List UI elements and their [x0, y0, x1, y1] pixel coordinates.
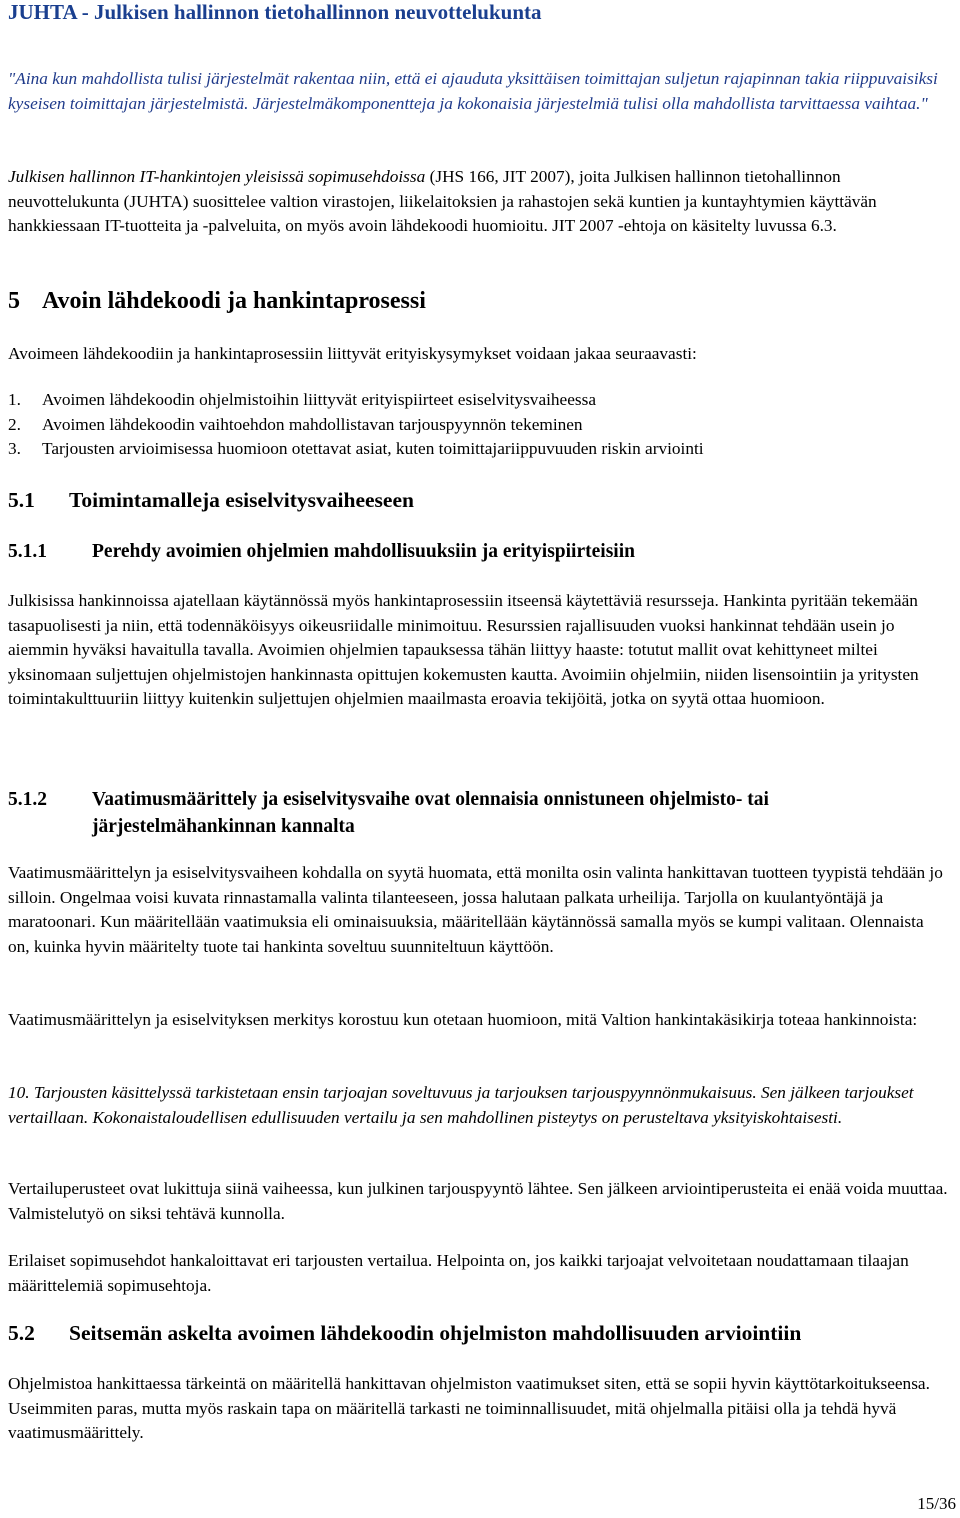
section-5-1-2-body-3: Vertailuperusteet ovat lukittuja siinä vaiheessa, kun julkinen tarjouspyyntö lähtee. Sen jälkeen arviointiperusteita ei enää voida muuttaa. Valmistelutyö on siksi tehtävä kunnolla. — [8, 1179, 948, 1223]
section-5-1-2-heading: 5.1.2 Vaatimusmäärittely ja esiselvitysvaihe ovat olennaisia onnistuneen ohjelmisto- tai järjestelmähankinnan kannalta — [8, 789, 769, 837]
section-5-2-body: Ohjelmistoa hankittaessa tärkeintä on määritellä hankittavan ohjelmiston vaatimukset siten, että se sopii hyvin käyttötarkoitukseensa. Useimmiten paras, mutta myös raskain tapa on määritellä tarkasti ne toiminnallisuudet, mitä ohjelmalla pitäisi olla ja tehdä hyvä vaatimusmäärittely. — [8, 1374, 930, 1442]
list-item: 2. Avoimen lähdekoodin vaihtoehdon mahdollistavan tarjouspyynnön tekeminen — [8, 414, 583, 434]
section-5-2-heading: 5.2 Seitsemän askelta avoimen lähdekoodin ohjelmiston mahdollisuuden arviointiin — [8, 1321, 802, 1345]
section-5-heading: 5 Avoin lähdekoodi ja hankintaprosessi — [8, 288, 426, 314]
intro-quote: "Aina kun mahdollista tulisi järjestelmät rakentaa niin, että ei ajauduta yksittäisen toimittajan suljetun rajapinnan takia riippuvaisiksi kyseisen toimittajan järjestelmistä. Järjestelmäkomponentteja ja kokonaisia järjestelmiä tulisi olla mahdollista tarvittaessa vaihtaa." — [8, 69, 938, 113]
section-5-1-2-body-2: Vaatimusmäärittelyn ja esiselvityksen merkitys korostuu kun otetaan huomioon, mitä Valtion hankintakäsikirja toteaa hankinnoista: — [8, 1010, 918, 1029]
list-item: 3. Tarjousten arvioimisessa huomioon otettavat asiat, kuten toimittajariippuvuuden riskin arviointi — [8, 439, 704, 458]
section-5-list — [8, 388, 704, 462]
section-5-1-1-heading: 5.1.1 Perehdy avoimien ohjelmien mahdollisuuksiin ja erityispiirteisiin — [8, 541, 635, 562]
jhs-rest: (JHS 166, JIT 2007), joita Julkisen hallinnon tietohallinnon neuvottelukunta (JUHTA) suosittelee valtion virastojen, liikelaitoksien ja rahastojen sekä kuntien ja kuntayhtymien käyttävän hankkiessaan IT-tuotteita ja -palveluita, on myös avoin lähdekoodi huomioitu. JIT 2007 -ehtoja on käsitelty luvussa 6.3. — [8, 167, 877, 235]
list-item: 1. Avoimen lähdekoodin ohjelmistoihin liittyvät erityispiirteet esiselvitysvaiheessa — [8, 390, 597, 409]
section-5-intro: Avoimeen lähdekoodiin ja hankintaprosessiin liittyvät erityiskysymykset voidaan jakaa seuraavasti: — [8, 344, 697, 363]
jhs-italic: Julkisen hallinnon IT-hankintojen yleisissä sopimusehdoissa — [8, 167, 426, 186]
page-number: 15/36 — [917, 1494, 956, 1513]
page-header-title: JUHTA - Julkisen hallinnon tietohallinnon neuvottelukunta — [8, 0, 542, 24]
paragraph-jhs — [8, 165, 948, 239]
hankintakasikirja-quote: 10. Tarjousten käsittelyssä tarkistetaan ensin tarjoajan soveltuvuus ja tarjouksen tarjouspyynnönmukaisuus. Sen jälkeen tarjoukset vertaillaan. Kokonaistaloudellisen edullisuuden vertailu ja sen mahdollinen pisteytys on perusteltava yksityiskohtaisesti. — [8, 1083, 914, 1127]
section-5-1-1-body: Julkisissa hankinnoissa ajatellaan käytännössä myös hankintaprosessiin itseensä käytettäviä resursseja. Hankinta pyritään tekemään tasapuolisesti ja niin, että todennäköisyys oikeusriidalle minimoituu. Resurssien rajallisuuden vuoksi hankinnat tehdään usein jo aiemmin hyväksi havaitulla tavalla. Avoimien ohjelmien tapauksessa tähän liittyy haaste: totutut mallit ovat kehittyneet miltei yksinomaan suljettujen ohjelmistojen hankinnasta opittujen kokemusten kautta. Avoimiin ohjelmiin, niiden lisensointiin ja yritysten toimintakulttuuriin liittyy kuitenkin suljettujen ohjelmien maailmasta eroavia tekijöitä, jotka on syytä ottaa huomioon. — [8, 591, 919, 708]
section-5-1-heading: 5.1 Toimintamalleja esiselvitysvaiheeseen — [8, 488, 414, 512]
section-5-1-2-body-1: Vaatimusmäärittelyn ja esiselvitysvaiheen kohdalla on syytä huomata, että monilta osin valinta hankittavan tuotteen tyypistä tehdään jo silloin. Ongelmaa voisi kuvata rinnastamalla valinta tilanteeseen, jossa halutaan palkata urheilija. Tarjolla on kuulantyöntäjä ja maratoonari. Kun määritellään vaatimuksia eli ominaisuuksia, määritellään käytännössä samalla myös se kumpi valitaan. Olennaista on, kuinka hyvin määritelty tuote tai hankinta soveltuu suunniteltuun käyttöön. — [8, 863, 943, 956]
section-5-1-2-body-4: Erilaiset sopimusehdot hankaloittavat eri tarjousten vertailua. Helpointa on, jos kaikki tarjoajat velvoitetaan noudattamaan tilaajan määrittelemiä sopimusehtoja. — [8, 1251, 909, 1295]
